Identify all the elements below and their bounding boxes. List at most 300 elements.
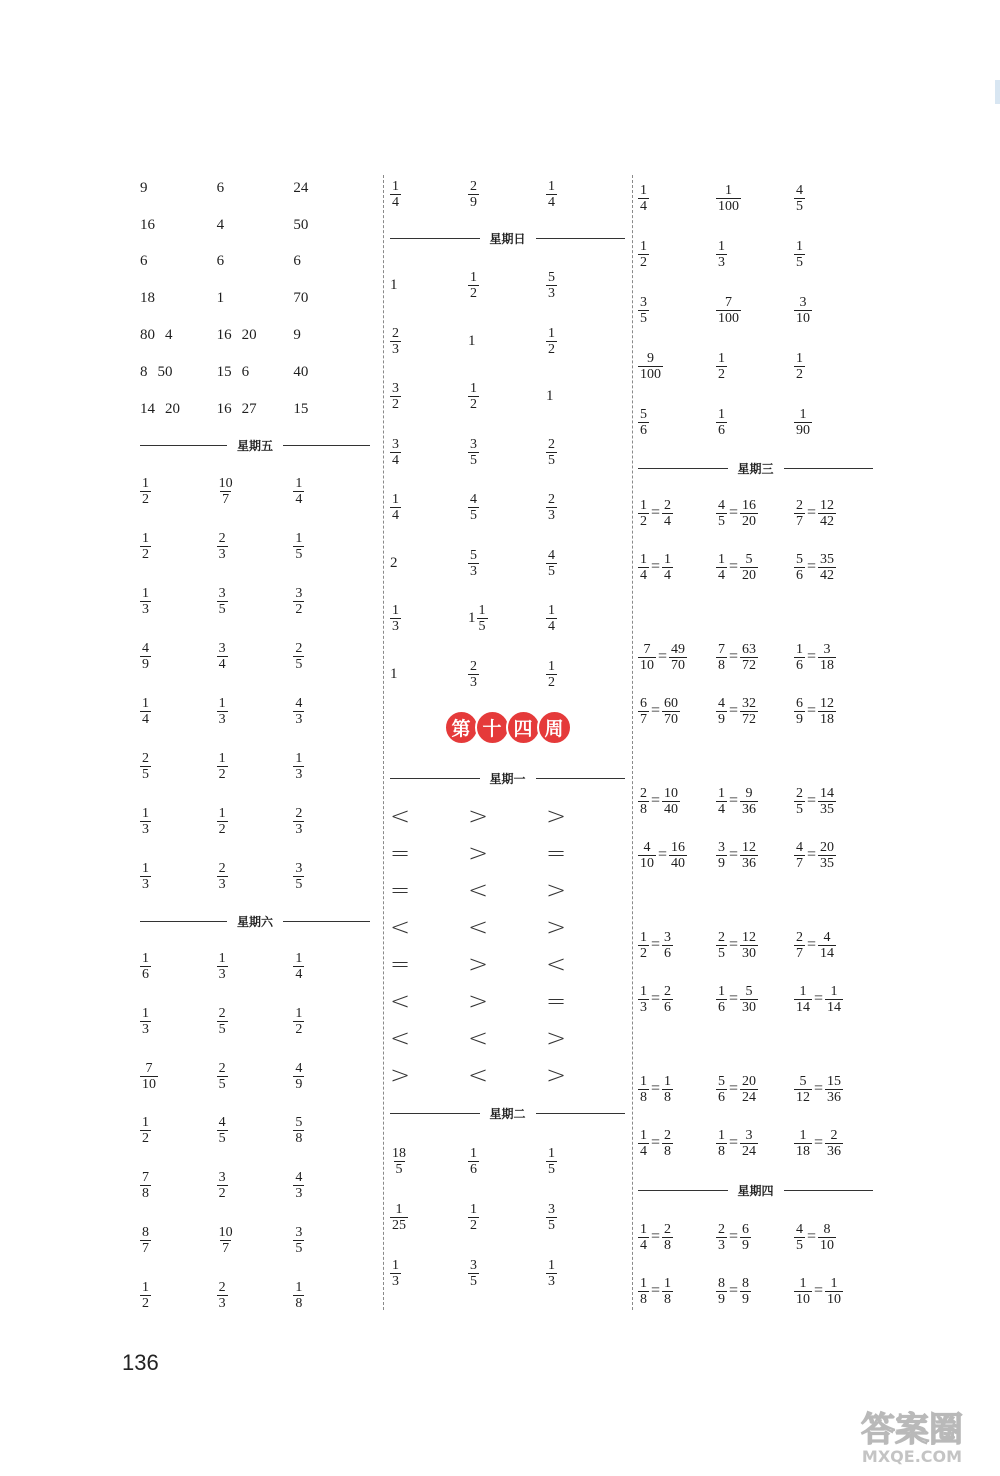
fraction — [638, 351, 663, 382]
watermark-logo — [842, 1405, 982, 1465]
answer-cell — [140, 586, 217, 617]
answer-cell — [638, 407, 716, 438]
denominator: 14 — [827, 999, 842, 1015]
fraction — [468, 1202, 479, 1233]
answer-cell — [217, 253, 294, 270]
numerator: 16 — [671, 839, 686, 855]
equals-sign: = — [807, 1228, 817, 1245]
comparison-symbol: > — [546, 802, 567, 831]
fraction-equation — [794, 642, 836, 673]
answer-row — [140, 464, 370, 519]
fraction — [662, 930, 673, 961]
denominator: 10 — [827, 1291, 842, 1307]
numerator: 1 — [548, 603, 555, 619]
comparison-symbol: > — [546, 913, 567, 942]
fraction-equation — [716, 1128, 758, 1159]
numerator: 3 — [823, 641, 831, 657]
numerator: 1 — [478, 603, 486, 619]
denominator: 2 — [142, 491, 149, 507]
denominator: 9 — [718, 855, 725, 871]
denominator: 40 — [664, 801, 679, 817]
answer-row — [638, 338, 873, 394]
answer-cell — [638, 183, 716, 214]
answer-value: 1 — [468, 332, 476, 349]
fraction — [638, 498, 649, 529]
column-separator — [632, 175, 633, 1310]
fraction — [293, 806, 304, 837]
answer-cell — [390, 1202, 468, 1233]
answer-pair — [293, 364, 308, 381]
answer-cell — [716, 696, 794, 727]
answer-cell — [390, 603, 468, 634]
denominator: 2 — [142, 546, 149, 562]
fraction — [716, 552, 727, 583]
answer-cell — [546, 492, 624, 523]
numerator: 4 — [796, 839, 803, 855]
answer-cell — [638, 786, 716, 817]
denominator: 8 — [640, 801, 647, 817]
fraction-equation — [638, 1222, 673, 1253]
answer-cell — [140, 476, 217, 507]
fraction — [140, 1006, 151, 1037]
fraction — [662, 696, 680, 727]
answer-cell — [794, 351, 872, 382]
answer-cell — [794, 407, 872, 438]
fraction — [390, 437, 401, 468]
numerator: 2 — [392, 325, 399, 341]
denominator: 7 — [640, 711, 647, 727]
denominator: 5 — [548, 1217, 555, 1233]
denominator: 3 — [218, 1295, 226, 1311]
answer-cell — [468, 1202, 546, 1233]
denominator: 70 — [664, 711, 679, 727]
denominator: 2 — [142, 1295, 149, 1311]
numerator: 1 — [830, 1275, 838, 1291]
fraction — [293, 751, 304, 782]
watermark-top: 答案圈 — [861, 1410, 963, 1450]
answer-cell — [794, 930, 872, 961]
numerator: 20 — [820, 839, 835, 855]
numerator: 4 — [142, 640, 149, 656]
denominator: 9 — [142, 656, 149, 672]
denominator: 4 — [392, 194, 399, 210]
answer-cell — [217, 1115, 294, 1146]
denominator: 12 — [796, 1089, 810, 1105]
answer-cell — [638, 642, 716, 673]
answer-cell — [468, 603, 546, 634]
fraction — [794, 1128, 812, 1159]
denominator: 3 — [142, 1022, 149, 1038]
fraction — [638, 552, 649, 583]
denominator: 30 — [742, 945, 757, 961]
spacer — [638, 738, 873, 774]
header-rule — [638, 468, 728, 469]
denominator: 2 — [640, 254, 647, 270]
equals-sign: = — [729, 1134, 739, 1151]
answer-cell — [217, 217, 294, 234]
fraction — [794, 840, 805, 871]
answer-row — [638, 1062, 873, 1116]
denominator: 42 — [820, 567, 835, 583]
answer-pair — [217, 401, 257, 418]
denominator: 2 — [142, 1131, 149, 1147]
answer-cell — [390, 555, 468, 572]
numerator: 1 — [796, 350, 803, 366]
numerator: 3 — [295, 1224, 303, 1240]
numerator: 9 — [745, 785, 753, 801]
numerator: 16 — [742, 497, 757, 513]
answer-cell — [217, 861, 294, 892]
comparison-symbol: < — [390, 986, 411, 1015]
fraction — [468, 179, 479, 210]
fraction — [818, 696, 836, 727]
denominator: 4 — [295, 491, 303, 507]
fraction — [390, 492, 401, 523]
answer-row — [390, 1245, 625, 1301]
denominator: 5 — [295, 1240, 303, 1256]
numerator: 1 — [295, 1279, 303, 1295]
fraction — [740, 984, 758, 1015]
denominator: 8 — [295, 1295, 303, 1311]
fraction — [546, 548, 557, 579]
answer-value: 2 — [390, 554, 398, 571]
numerator: 1 — [295, 1006, 303, 1022]
equals-sign: = — [729, 558, 739, 575]
day-header — [638, 1170, 873, 1210]
day-label: 星期一 — [489, 771, 526, 786]
answer-cell — [716, 552, 794, 583]
answer-value: 4 — [216, 216, 225, 233]
numerator: 14 — [820, 785, 835, 801]
fraction — [217, 1061, 228, 1092]
numerator: 2 — [796, 929, 803, 945]
numerator: 6 — [796, 695, 803, 711]
fraction — [468, 659, 479, 690]
day-label: 星期三 — [737, 461, 774, 476]
answer-row — [638, 918, 873, 972]
answer-cell — [546, 1024, 624, 1052]
numerator: 3 — [218, 640, 226, 656]
answer-cell — [794, 552, 872, 583]
fraction — [140, 696, 151, 727]
answer-cell — [468, 659, 546, 690]
spacer — [638, 882, 873, 918]
answer-row — [140, 574, 370, 629]
denominator: 30 — [742, 999, 757, 1015]
fraction — [468, 1258, 479, 1289]
day-header — [638, 450, 873, 486]
numerator: 10 — [218, 475, 233, 491]
numerator: 1 — [640, 497, 647, 513]
numerator: 1 — [640, 182, 647, 198]
comparison-symbol: < — [546, 950, 567, 978]
numerator: 3 — [295, 585, 303, 601]
fraction — [390, 603, 401, 634]
answer-cell — [390, 666, 468, 683]
answer-cell — [716, 295, 794, 326]
numerator: 4 — [295, 695, 303, 711]
answer-row — [390, 425, 625, 481]
fraction — [638, 696, 649, 727]
answer-cell — [546, 326, 624, 357]
answer-row — [638, 828, 873, 882]
numerator: 1 — [640, 1221, 647, 1237]
answer-cell — [716, 351, 794, 382]
week-badge — [390, 710, 625, 746]
fraction — [293, 1225, 304, 1256]
equals-sign: = — [807, 792, 817, 809]
answer-row — [140, 519, 370, 574]
answer-row — [140, 629, 370, 684]
numerator: 3 — [470, 436, 477, 452]
answer-row — [638, 486, 873, 540]
answer-pair — [140, 180, 148, 197]
answer-value: 14 — [140, 400, 155, 417]
denominator: 4 — [718, 801, 725, 817]
denominator: 5 — [295, 656, 303, 672]
answer-cell — [140, 641, 217, 672]
numerator: 2 — [664, 983, 672, 999]
numerator: 1 — [470, 1145, 477, 1161]
answer-cell — [217, 1225, 294, 1256]
denominator: 70 — [671, 657, 686, 673]
answer-cell — [140, 1061, 217, 1092]
fraction-equation — [794, 786, 836, 817]
denominator: 5 — [470, 508, 477, 524]
fraction-equation — [716, 1276, 751, 1307]
answer-cell — [390, 1146, 468, 1177]
numerator: 2 — [470, 658, 477, 674]
answer-cell — [293, 641, 370, 672]
answer-row — [390, 1056, 625, 1093]
answer-cell — [390, 1061, 468, 1089]
fraction — [740, 552, 758, 583]
fraction — [140, 1115, 151, 1146]
answer-value: 6 — [216, 253, 225, 270]
denominator: 72 — [742, 657, 757, 673]
answer-cell — [468, 1061, 546, 1089]
answer-row — [390, 1189, 625, 1245]
fraction — [818, 786, 836, 817]
answer-value: 6 — [293, 253, 301, 270]
denominator: 24 — [742, 1089, 757, 1105]
answer-value: 8 — [140, 363, 148, 380]
denominator: 3 — [295, 711, 303, 727]
denominator: 36 — [827, 1089, 842, 1105]
fraction — [638, 1074, 649, 1105]
header-rule — [784, 468, 874, 469]
numerator: 2 — [548, 492, 555, 508]
fraction — [140, 531, 151, 562]
numerator: 3 — [218, 585, 226, 601]
numerator: 2 — [218, 1006, 226, 1022]
answer-cell — [140, 401, 217, 418]
numerator: 4 — [796, 1221, 803, 1237]
answer-cell — [293, 217, 370, 234]
fraction — [716, 239, 727, 270]
answer-cell — [390, 381, 468, 412]
equals-sign: = — [807, 936, 817, 953]
answer-cell — [217, 1280, 294, 1311]
denominator: 5 — [718, 513, 725, 529]
answer-pair — [217, 327, 257, 344]
answer-cell — [468, 179, 546, 210]
denominator: 5 — [218, 601, 226, 617]
denominator: 6 — [796, 567, 803, 583]
denominator: 3 — [295, 821, 303, 837]
comparison-symbol: = — [390, 839, 411, 868]
header-rule — [390, 778, 480, 779]
fraction — [662, 1222, 673, 1253]
fraction — [716, 1276, 727, 1307]
numerator: 3 — [470, 1257, 477, 1273]
numerator: 8 — [823, 1221, 831, 1237]
fraction — [140, 751, 151, 782]
answer-pair — [140, 401, 180, 418]
fraction — [468, 1146, 479, 1177]
answer-cell — [217, 1006, 294, 1037]
answer-cell — [293, 180, 370, 197]
numerator: 1 — [392, 1257, 399, 1273]
answer-cell — [293, 1006, 370, 1037]
answer-cell — [140, 1280, 217, 1311]
fraction — [740, 1128, 758, 1159]
answer-cell — [716, 930, 794, 961]
watermark-bottom: MXQE.COM — [861, 1447, 963, 1465]
fraction — [716, 295, 741, 326]
denominator: 4 — [218, 656, 226, 672]
fraction — [140, 1225, 151, 1256]
comparison-symbol: < — [468, 913, 489, 942]
denominator: 8 — [640, 1291, 647, 1307]
fraction — [638, 1276, 649, 1307]
denominator: 2 — [218, 766, 226, 782]
answer-cell — [468, 1024, 546, 1052]
answer-cell — [293, 806, 370, 837]
answer-row — [638, 1116, 873, 1170]
numerator: 12 — [820, 695, 835, 711]
answer-value: 16 — [216, 327, 232, 344]
denominator: 5 — [796, 1237, 803, 1253]
answer-cell — [638, 930, 716, 961]
numerator: 2 — [640, 785, 647, 801]
answer-value: 6 — [241, 363, 250, 380]
fraction — [638, 183, 649, 214]
fraction — [825, 1128, 843, 1159]
fraction — [638, 239, 649, 270]
equals-sign: = — [729, 990, 739, 1007]
answer-pair — [293, 401, 308, 418]
answer-cell — [140, 531, 217, 562]
answer-cell — [468, 270, 546, 301]
answer-cell — [140, 217, 217, 234]
day-header — [390, 218, 625, 258]
numerator: 1 — [142, 695, 149, 711]
denominator: 8 — [142, 1186, 149, 1202]
answer-cell — [217, 751, 294, 782]
numerator: 1 — [395, 1201, 403, 1217]
numerator: 3 — [640, 294, 647, 310]
denominator: 5 — [295, 876, 303, 892]
answer-row — [638, 684, 873, 738]
numerator: 2 — [218, 530, 226, 546]
denominator: 9 — [295, 1076, 303, 1092]
numerator: 1 — [796, 641, 803, 657]
numerator: 3 — [548, 1201, 555, 1217]
numerator: 1 — [548, 1145, 555, 1161]
numerator: 2 — [664, 497, 672, 513]
denominator: 4 — [718, 567, 725, 583]
denominator: 9 — [718, 1291, 725, 1307]
denominator: 3 — [295, 1186, 303, 1202]
answer-cell — [390, 1258, 468, 1289]
denominator: 5 — [548, 563, 555, 579]
denominator: 6 — [718, 999, 725, 1015]
answer-cell — [716, 642, 794, 673]
numerator: 1 — [392, 492, 399, 508]
numerator: 4 — [823, 929, 831, 945]
answer-row — [140, 207, 370, 244]
answer-cell — [468, 1258, 546, 1289]
denominator: 14 — [796, 999, 810, 1015]
answer-row — [140, 244, 370, 281]
denominator: 4 — [640, 567, 647, 583]
answer-cell — [140, 861, 217, 892]
answer-cell — [638, 239, 716, 270]
answer-cell — [716, 1222, 794, 1253]
denominator: 2 — [295, 1022, 303, 1038]
numerator: 1 — [640, 551, 647, 567]
fraction — [217, 751, 228, 782]
fraction — [740, 786, 758, 817]
equals-sign: = — [658, 648, 668, 665]
fraction — [546, 492, 557, 523]
answer-row — [638, 774, 873, 828]
numerator: 2 — [470, 178, 477, 194]
answer-cell — [468, 437, 546, 468]
denominator: 10 — [640, 657, 654, 673]
fraction — [217, 951, 228, 982]
numerator: 1 — [295, 475, 303, 491]
numerator: 1 — [548, 178, 555, 194]
answer-column-3 — [638, 170, 873, 1318]
denominator: 5 — [548, 1161, 555, 1177]
fraction-equation — [716, 786, 758, 817]
fraction — [740, 930, 758, 961]
numerator: 1 — [392, 178, 399, 194]
numerator: 2 — [796, 497, 803, 513]
fraction — [716, 351, 727, 382]
fraction — [140, 861, 151, 892]
header-rule — [140, 921, 227, 922]
fraction — [740, 840, 758, 871]
answer-cell — [716, 1074, 794, 1105]
fraction — [293, 476, 304, 507]
answer-cell — [546, 179, 624, 210]
equals-sign: = — [651, 1282, 661, 1299]
equals-sign: = — [651, 936, 661, 953]
answer-cell — [140, 1225, 217, 1256]
answer-value: 1 — [546, 388, 554, 405]
mixed-number — [468, 603, 488, 634]
numerator: 5 — [640, 406, 647, 422]
fraction — [794, 498, 805, 529]
answer-cell — [468, 950, 546, 978]
answer-cell — [390, 913, 468, 941]
fraction — [716, 1128, 727, 1159]
fraction — [293, 1170, 304, 1201]
denominator: 10 — [820, 1237, 835, 1253]
